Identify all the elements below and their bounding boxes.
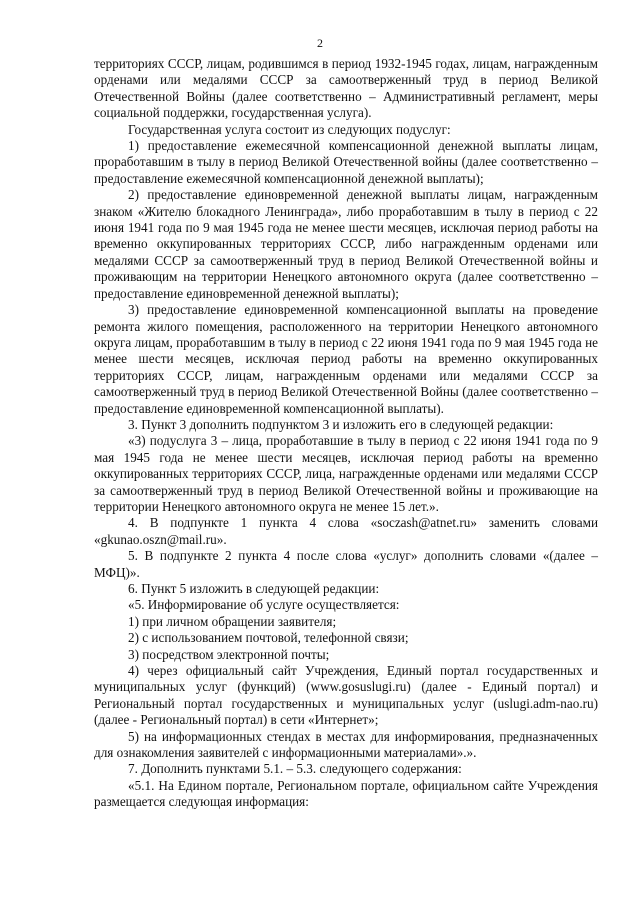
paragraph-clause-5-item-4: 4) через официальный сайт Учреждения, Единый портал государственных и муниципальных услуг (функций) (www.gosuslugi.ru) (далее - Единый портал) и Региональный портал государственных и муниципальных услуг (uslugi.adm-nao.ru) (далее - Региональный портал) в сети «Интернет»; <box>94 663 598 728</box>
page-number: 2 <box>317 36 323 50</box>
paragraph-clause-5-item-2: 2) с использованием почтовой, телефонной связи; <box>128 630 409 646</box>
paragraph-item-4: 4. В подпункте 1 пункта 4 слова «soczash@atnet.ru» заменить словами «gkunao.oszn@mail.ru». <box>94 515 598 547</box>
paragraph-item-3: 3. Пункт 3 дополнить подпунктом 3 и изложить его в следующей редакции: <box>128 416 554 432</box>
paragraph-clause-5-item-5: 5) на информационных стендах в местах для информирования, предназначенных для ознакомления заявителей с информационными материалами».». <box>94 728 598 761</box>
paragraph-subservice-2: 2) предоставление единовременной денежной выплаты лицам, награжденным знаком «Жителю блокадного Ленинграда», либо проработавшим в тылу в период с 22 июня 1941 года по 9 мая 1945 года не менее шести месяцев, исключая период работы на временно оккупированных территориях СССР, либо награжденным орденами или медалями СССР за самоотверженный труд в период Великой Отечественной войны и проживающим на территории Ненецкого автономного округа (далее соответственно – предоставление единовременной денежной выплаты); <box>94 187 598 301</box>
paragraph-clause-5-item-3: 3) посредством электронной почты; <box>128 646 330 662</box>
paragraph-subservices-heading: Государственная услуга состоит из следующих подуслуг: <box>128 121 451 137</box>
paragraph-clause-5-1: «5.1. На Едином портале, Региональном портале, официальном сайте Учреждения размещается следующая информация: <box>94 777 598 810</box>
document-body <box>94 56 598 811</box>
paragraph-item-6: 6. Пункт 5 изложить в следующей редакции: <box>128 581 380 596</box>
paragraph-intro-continuation: территориях СССР, лицам, родившимся в период 1932-1945 годах, лицам, награжденным орденами или медалями СССР за самоотверженный труд в период Великой Отечественной Войны (далее соответственно – Административный регламент, меры социальной поддержки, государственная услуга). <box>94 56 598 121</box>
paragraph-item-7: 7. Дополнить пунктами 5.1. – 5.3. следующего содержания: <box>128 761 462 777</box>
paragraph-item-3-text: «3) подуслуга 3 – лица, проработавшие в тылу в период с 22 июня 1941 года по 9 мая 1945 года не менее шести месяцев, исключая период работы на временно оккупированных территориях СССР, лица, награжденные орденами или медалями СССР за самоотверженный труд в период Великой Отечественной войны и проживающие на территории Ненецкого автономного округа не менее 15 лет.». <box>94 433 598 514</box>
paragraph-item-5: 5. В подпункте 2 пункта 4 после слова «услуг» дополнить словами «(далее – МФЦ)». <box>94 548 598 580</box>
paragraph-clause-5-heading: «5. Информирование об услуге осуществляется: <box>128 597 400 613</box>
paragraph-subservice-1: 1) предоставление ежемесячной компенсационной денежной выплаты лицам, проработавшим в тылу в период Великой Отечественной войны (далее соответственно – предоставление ежемесячной компенсационной денежной выплаты); <box>94 138 598 186</box>
paragraph-subservice-3: 3) предоставление единовременной компенсационной выплаты на проведение ремонта жилого помещения, расположенного на территории Ненецкого автономного округа лицам, проработавшим в тылу в период с 22 июня 1941 года по 9 мая 1945 года не менее шести месяцев, исключая период работы на временно оккупированных территориях СССР, лицам, награжденным орденами или медалями СССР за самоотверженный труд в период Великой Отечественной Войны (далее соответственно – предоставление единовременной компенсационной выплаты). <box>94 302 598 416</box>
paragraph-clause-5-item-1: 1) при личном обращении заявителя; <box>128 613 337 629</box>
